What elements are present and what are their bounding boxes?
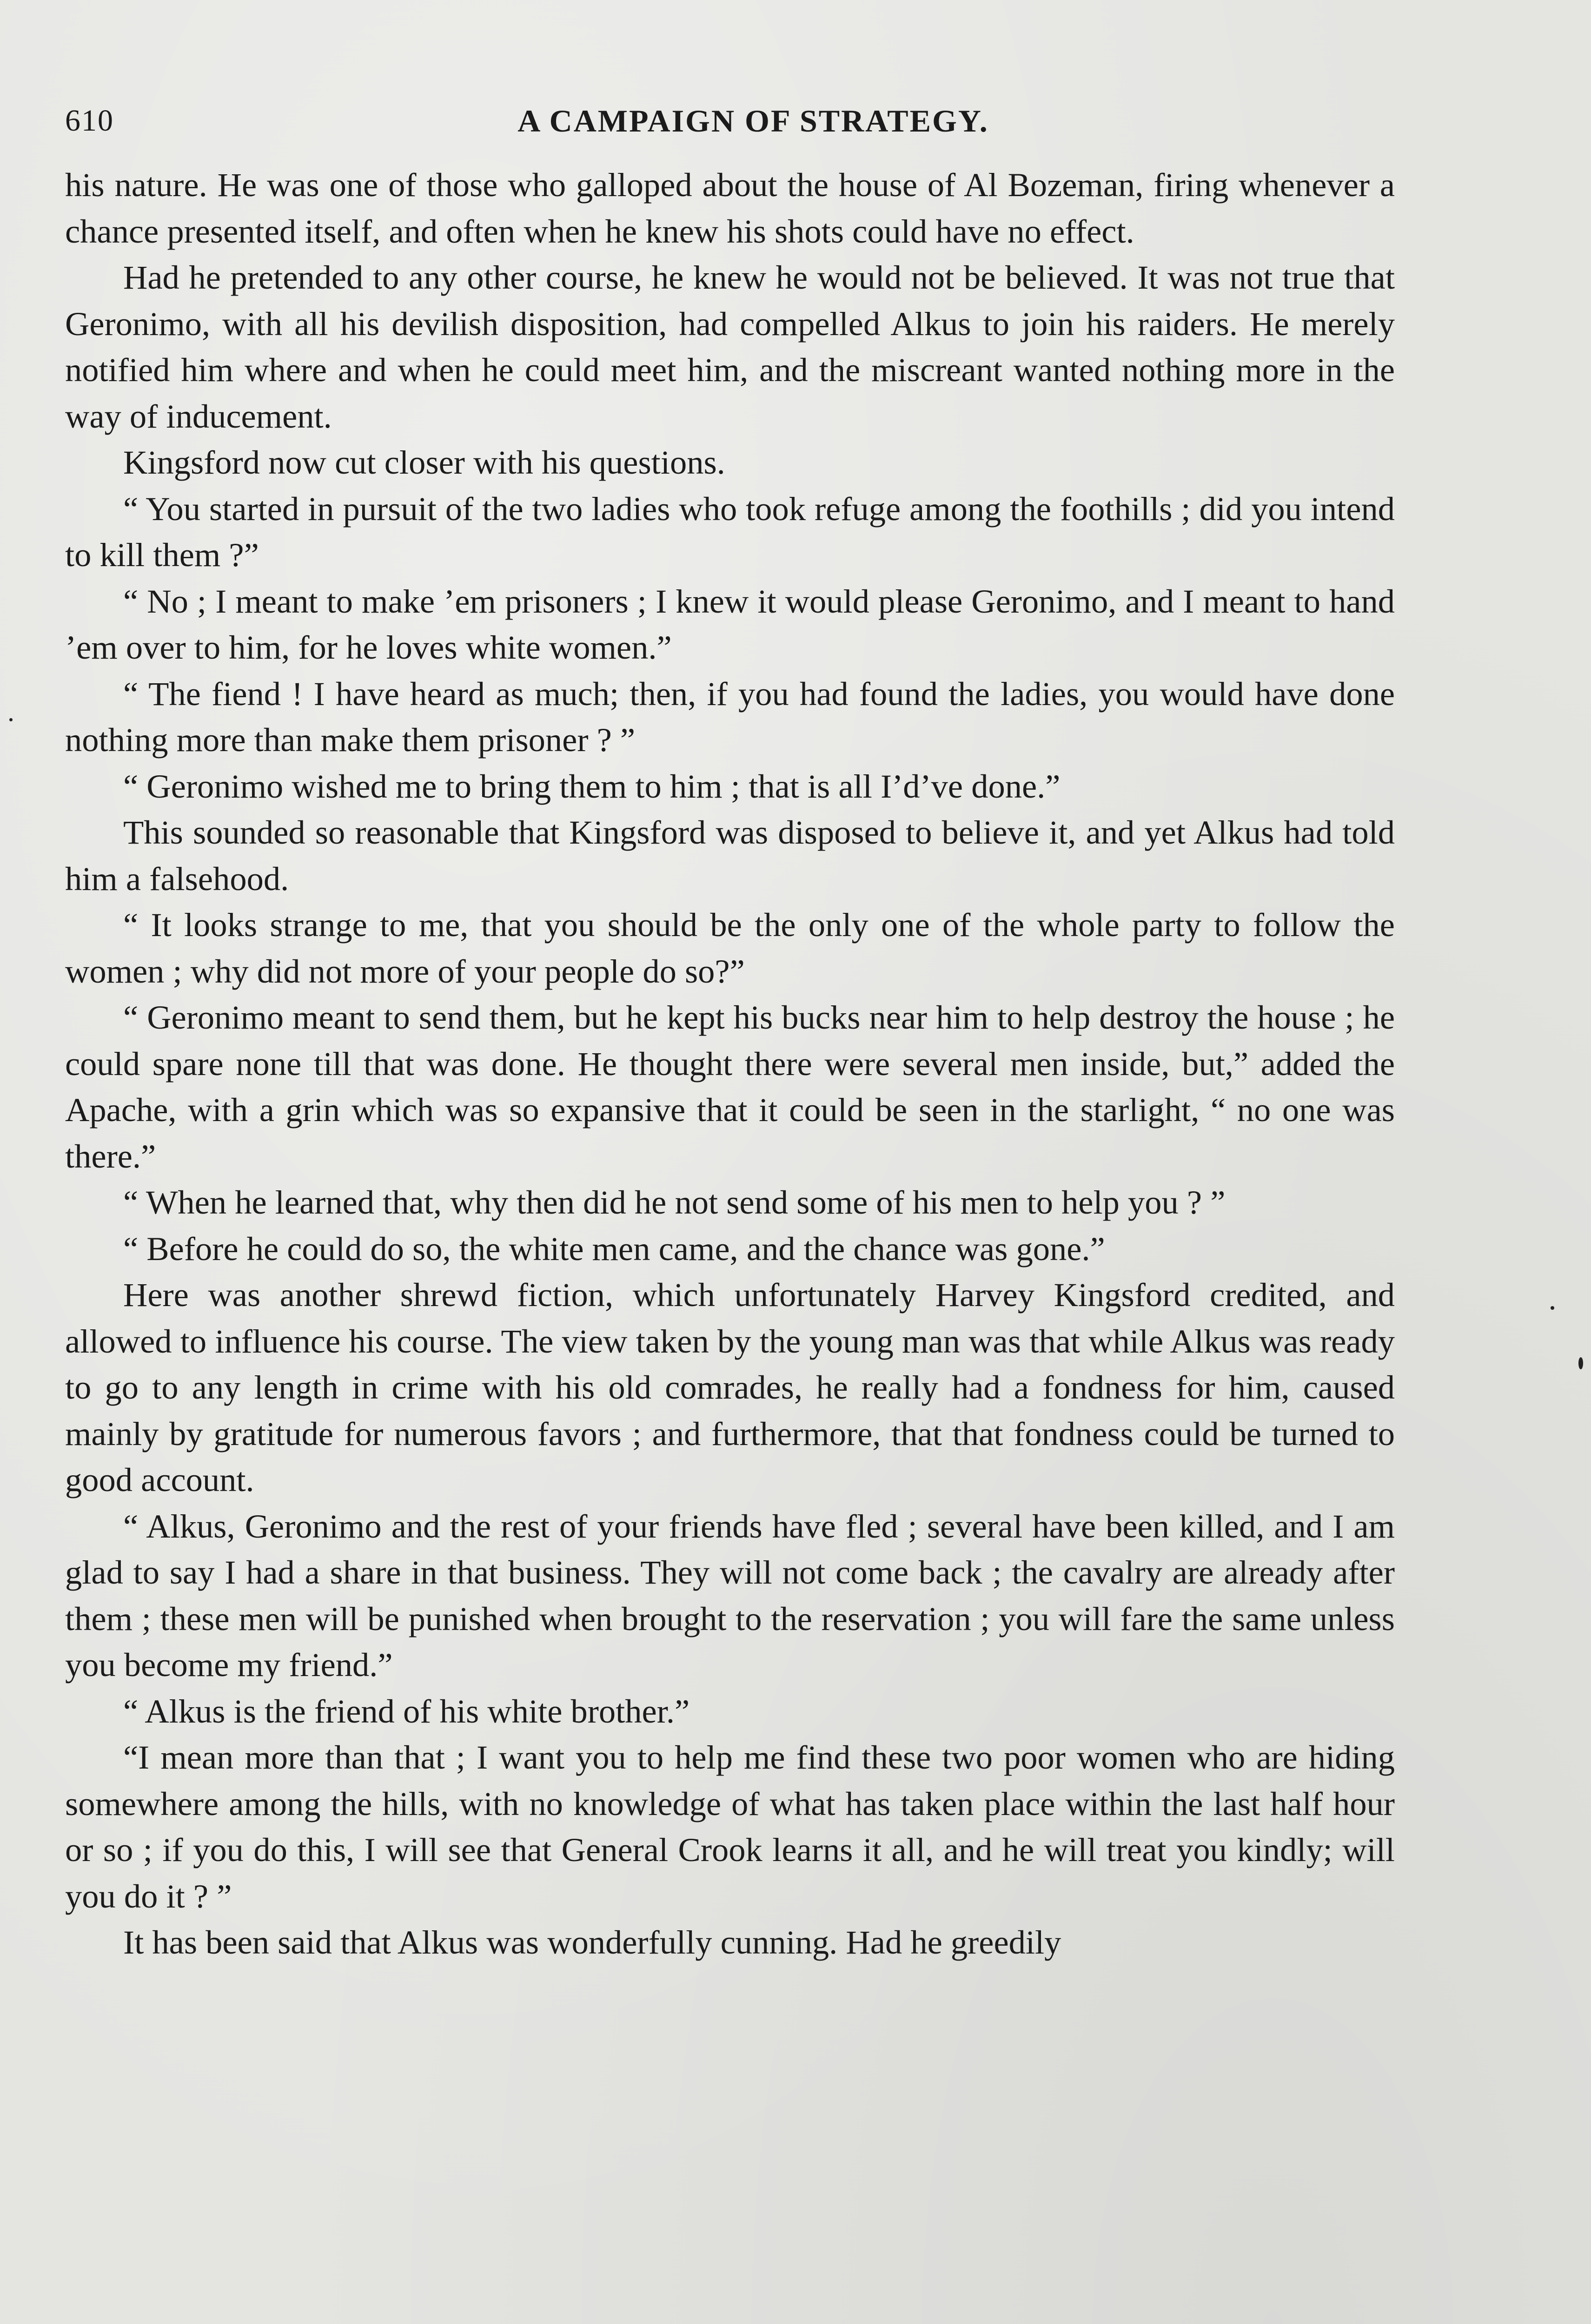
chapter-title: A CAMPAIGN OF STRATEGY.: [517, 103, 989, 139]
paragraph: “ You started in pursuit of the two ladies who took refuge among the foothills ; did you intend to kill them ?”: [65, 489, 1395, 574]
body-text: [65, 162, 1395, 1966]
paragraph: “ Geronimo wished me to bring them to him ; that is all I’d’ve done.”: [123, 767, 1061, 805]
paragraph: Had he pretended to any other course, he knew he would not be believed. It was not true that Geronimo, with all his devilish disposition, had compelled Alkus to join his raiders. He merely notified him where and when he could meet him, and the miscreant wanted nothing more in the way of inducement.: [65, 258, 1395, 435]
paragraph: This sounded so reasonable that Kingsford was disposed to believe it, and yet Alkus had told him a falsehood.: [65, 813, 1395, 898]
ink-speck: [9, 718, 13, 721]
paragraph: It has been said that Alkus was wonderfully cunning. Had he greedily: [123, 1923, 1061, 1961]
paragraph: “ The fiend ! I have heard as much; then, if you had found the ladies, you would have done nothing more than make them prisoner ? ”: [65, 674, 1395, 759]
paragraph: “ When he learned that, why then did he not send some of his men to help you ? ”: [123, 1183, 1226, 1221]
page-number: 610: [65, 104, 114, 138]
running-header: [65, 100, 1404, 142]
paragraph: “ It looks strange to me, that you should be the only one of the whole party to follow the women ; why did not more of your people do so?”: [65, 906, 1395, 990]
paragraph: “ No ; I meant to make ’em prisoners ; I knew it would please Geronimo, and I meant to hand ’em over to him, for he loves white women.”: [65, 582, 1395, 666]
paragraph: “ Before he could do so, the white men came, and the chance was gone.”: [123, 1229, 1105, 1268]
paragraph: “ Alkus is the friend of his white brother.”: [123, 1692, 690, 1730]
paragraph: Kingsford now cut closer with his questions.: [123, 443, 725, 481]
paragraph: “I mean more than that ; I want you to help me find these two poor women who are hiding somewhere among the hills, with no knowledge of what has taken place within the last half hour or so ; if you do this, I will see that General Crook learns it all, and he will treat you kindly; will you do it ? ”: [65, 1738, 1395, 1915]
ink-speck: [1578, 1357, 1583, 1369]
paragraph: Here was another shrewd fiction, which unfortunately Harvey Kingsford credited, and allowed to influence his course. The view taken by the young man was that while Alkus was ready to go to any length in crime with his old comrades, he really had a fondness for him, caused mainly by gratitude for numerous favors ; and furthermore, that that fondness could be turned to good account.: [65, 1276, 1395, 1499]
paragraph: “ Alkus, Geronimo and the rest of your friends have fled ; several have been killed, and I am glad to say I had a share in that business. They will not come back ; the cavalry are already after them ; these men will be punished when brought to the reservation ; you will fare the same unless you become my friend.”: [65, 1507, 1395, 1684]
ink-speck: [1551, 1306, 1554, 1310]
paragraph: “ Geronimo meant to send them, but he kept his bucks near him to help destroy the house ; he could spare none till that was done. He thought there were several men inside, but,” added the Apache, with a grin which was so expansive that it could be seen in the starlight, “ no one was there.”: [65, 998, 1395, 1175]
paragraph: his nature. He was one of those who galloped about the house of Al Bozeman, firing whenever a chance presented itself, and often when he knew his shots could have no effect.: [65, 166, 1395, 250]
